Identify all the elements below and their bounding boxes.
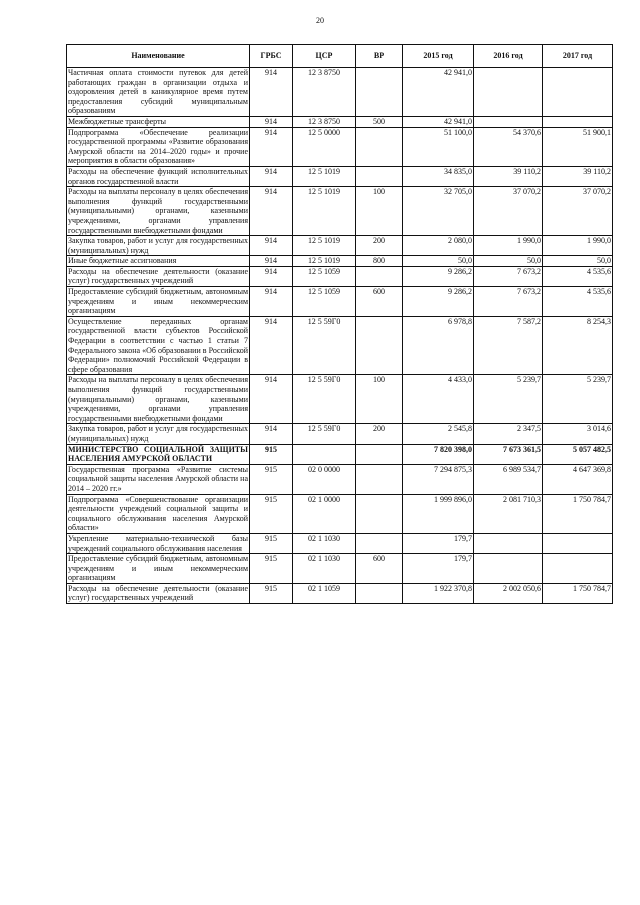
cell-vr — [356, 166, 403, 186]
table-row — [67, 187, 613, 236]
cell-name: Подпрограмма «Совершенствование организации деятельности учреждений социальной защиты и социального обслуживания населения Амурской области» — [68, 494, 248, 533]
cell-grbs: 915 — [250, 583, 293, 603]
cell-grbs: 914 — [250, 127, 293, 166]
cell-2015: 32 705,0 — [403, 187, 474, 236]
cell-grbs: 914 — [250, 187, 293, 236]
cell-2016 — [474, 554, 543, 584]
cell-csr: 02 1 1030 — [293, 533, 356, 553]
cell-vr — [356, 127, 403, 166]
table-row — [67, 554, 613, 584]
header-2015: 2015 год — [403, 45, 474, 68]
cell-grbs: 914 — [250, 316, 293, 375]
table-row — [67, 236, 613, 256]
budget-table — [66, 44, 613, 604]
cell-name: МИНИСТЕРСТВО СОЦИАЛЬНОЙ ЗАЩИТЫ НАСЕЛЕНИЯ АМУРСКОЙ ОБЛАСТИ — [68, 444, 248, 464]
cell-name: Осуществление переданных органам государственной власти субъектов Российской Федерации в соответствии с частью 1 статьи 7 Федерального закона «Об образовании в Российской Федерации» полномочий Российской Федерации в сфере образования — [68, 316, 248, 374]
cell-grbs: 914 — [250, 424, 293, 444]
table-row — [67, 166, 613, 186]
cell-csr — [293, 444, 356, 464]
cell-2016: 39 110,2 — [474, 166, 543, 186]
header-vr: ВР — [356, 45, 403, 68]
cell-name: Расходы на обеспечение функций исполнительных органов государственной власти — [68, 166, 248, 186]
header-2017: 2017 год — [543, 45, 613, 68]
cell-2017: 50,0 — [543, 256, 613, 267]
cell-name: Предоставление субсидий бюджетным, автономным учреждениям и иным некоммерческим организациям — [68, 287, 248, 316]
cell-csr: 02 0 0000 — [293, 464, 356, 494]
cell-2016: 2 347,5 — [474, 424, 543, 444]
table-row — [67, 533, 613, 553]
cell-grbs: 914 — [250, 116, 293, 127]
cell-vr — [356, 464, 403, 494]
cell-csr: 02 1 1059 — [293, 583, 356, 603]
cell-2017: 5 239,7 — [543, 375, 613, 424]
cell-2016: 7 587,2 — [474, 316, 543, 375]
table-row — [67, 316, 613, 375]
cell-name: Расходы на обеспечение деятельности (оказание услуг) государственных учреждений — [68, 583, 248, 603]
cell-grbs: 914 — [250, 68, 293, 117]
cell-name: Межбюджетные трансферты — [67, 116, 250, 127]
cell-2016 — [474, 533, 543, 553]
cell-2017: 8 254,3 — [543, 316, 613, 375]
cell-2017: 4 647 369,8 — [543, 464, 613, 494]
cell-2015: 42 941,0 — [403, 116, 474, 127]
cell-vr: 100 — [356, 375, 403, 424]
cell-2015: 7 294 875,3 — [403, 464, 474, 494]
cell-name: Расходы на выплаты персоналу в целях обеспечения выполнения функций государственными (муниципальными) органами, казенными учреждениями, органами управления государственными внебюджетными фондами — [68, 187, 248, 235]
cell-2017: 4 535,6 — [543, 266, 613, 286]
cell-2015: 179,7 — [403, 533, 474, 553]
cell-2016: 7 673,2 — [474, 266, 543, 286]
cell-2016: 5 239,7 — [474, 375, 543, 424]
cell-vr — [356, 533, 403, 553]
cell-grbs: 915 — [250, 464, 293, 494]
cell-2015: 1 922 370,8 — [403, 583, 474, 603]
cell-2016: 6 989 534,7 — [474, 464, 543, 494]
cell-vr: 800 — [356, 256, 403, 267]
cell-2017: 51 900,1 — [543, 127, 613, 166]
cell-grbs: 914 — [250, 256, 293, 267]
cell-2017: 5 057 482,5 — [543, 444, 613, 464]
header-csr: ЦСР — [293, 45, 356, 68]
table-row — [67, 583, 613, 603]
cell-2015: 179,7 — [403, 554, 474, 584]
cell-name: Укрепление материально-технической базы учреждений социального обслуживания населения — [68, 533, 248, 553]
cell-2016: 7 673 361,5 — [474, 444, 543, 464]
cell-grbs: 914 — [250, 166, 293, 186]
cell-name: Государственная программа «Развитие системы социальной защиты населения Амурской области на 2014 – 2020 гг.» — [68, 464, 248, 493]
cell-vr — [356, 68, 403, 117]
cell-2017: 4 535,6 — [543, 287, 613, 317]
cell-2017: 39 110,2 — [543, 166, 613, 186]
cell-2015: 34 835,0 — [403, 166, 474, 186]
cell-2016: 37 070,2 — [474, 187, 543, 236]
cell-csr: 12 5 1019 — [293, 236, 356, 256]
cell-2016: 50,0 — [474, 256, 543, 267]
cell-2015: 2 080,0 — [403, 236, 474, 256]
cell-vr — [356, 266, 403, 286]
cell-name: Иные бюджетные ассигнования — [67, 256, 250, 267]
cell-csr: 12 5 0000 — [293, 127, 356, 166]
cell-csr: 12 5 59Г0 — [293, 375, 356, 424]
cell-2016 — [474, 116, 543, 127]
table-row — [67, 116, 613, 127]
cell-grbs: 915 — [250, 444, 293, 464]
cell-2017 — [543, 116, 613, 127]
cell-2017 — [543, 554, 613, 584]
cell-vr — [356, 494, 403, 533]
cell-name: Расходы на выплаты персоналу в целях обеспечения выполнения функций государственными (муниципальными) органами, казенными учреждениями, органами управления государственными внебюджетными фондами — [68, 375, 248, 423]
cell-2015: 51 100,0 — [403, 127, 474, 166]
table-row — [67, 464, 613, 494]
cell-vr: 600 — [356, 287, 403, 317]
cell-2016: 2 081 710,3 — [474, 494, 543, 533]
cell-grbs: 915 — [250, 533, 293, 553]
page-number: 20 — [316, 16, 324, 25]
cell-csr: 12 3 8750 — [293, 116, 356, 127]
cell-2015: 50,0 — [403, 256, 474, 267]
table-row — [67, 256, 613, 267]
cell-csr: 12 3 8750 — [293, 68, 356, 117]
cell-vr: 200 — [356, 236, 403, 256]
cell-2017: 1 990,0 — [543, 236, 613, 256]
cell-grbs: 914 — [250, 236, 293, 256]
cell-2016 — [474, 68, 543, 117]
table-body — [67, 68, 613, 604]
header-grbs: ГРБС — [250, 45, 293, 68]
cell-2015: 42 941,0 — [403, 68, 474, 117]
cell-csr: 12 5 1019 — [293, 187, 356, 236]
cell-2016: 54 370,6 — [474, 127, 543, 166]
cell-2017: 37 070,2 — [543, 187, 613, 236]
table-row — [67, 266, 613, 286]
cell-csr: 12 5 1059 — [293, 266, 356, 286]
cell-name: Закупка товаров, работ и услуг для государственных (муниципальных) нужд — [68, 424, 248, 443]
header-2016: 2016 год — [474, 45, 543, 68]
table-row — [67, 68, 613, 117]
cell-2015: 9 286,2 — [403, 287, 474, 317]
cell-2015: 2 545,8 — [403, 424, 474, 444]
cell-2015: 4 433,0 — [403, 375, 474, 424]
cell-vr — [356, 444, 403, 464]
cell-2017 — [543, 68, 613, 117]
cell-2015: 1 999 896,0 — [403, 494, 474, 533]
header-name: Наименование — [67, 45, 250, 68]
cell-grbs: 914 — [250, 287, 293, 317]
cell-csr: 12 5 1019 — [293, 256, 356, 267]
cell-2015: 9 286,2 — [403, 266, 474, 286]
cell-name: Частичная оплата стоимости путевок для детей работающих граждан в организации отдыха и оздоровления детей в каникулярное время путем предоставления субсидий муниципальным образованиям — [68, 68, 248, 116]
cell-2017: 1 750 784,7 — [543, 583, 613, 603]
cell-2016: 1 990,0 — [474, 236, 543, 256]
cell-grbs: 914 — [250, 266, 293, 286]
cell-grbs: 915 — [250, 494, 293, 533]
cell-2017: 1 750 784,7 — [543, 494, 613, 533]
cell-vr: 200 — [356, 424, 403, 444]
cell-name: Подпрограмма «Обеспечение реализации государственной программы «Развитие образования Амурской области на 2014–2020 годы» и прочие мероприятия в области образования» — [68, 127, 248, 166]
cell-vr: 500 — [356, 116, 403, 127]
cell-2016: 7 673,2 — [474, 287, 543, 317]
cell-csr: 02 1 1030 — [293, 554, 356, 584]
cell-vr — [356, 316, 403, 375]
cell-csr: 12 5 59Г0 — [293, 316, 356, 375]
cell-name: Закупка товаров, работ и услуг для государственных (муниципальных) нужд — [68, 236, 248, 255]
table-row — [67, 444, 613, 464]
table-row — [67, 424, 613, 444]
cell-name: Предоставление субсидий бюджетным, автономным учреждениям и иным некоммерческим организациям — [68, 554, 248, 583]
table-row — [67, 494, 613, 533]
cell-2015: 6 978,8 — [403, 316, 474, 375]
cell-2015: 7 820 398,0 — [403, 444, 474, 464]
cell-vr — [356, 583, 403, 603]
cell-csr: 12 5 1019 — [293, 166, 356, 186]
table-row — [67, 287, 613, 317]
cell-2017: 3 014,6 — [543, 424, 613, 444]
header-row — [67, 45, 613, 68]
cell-grbs: 914 — [250, 375, 293, 424]
table-row — [67, 375, 613, 424]
cell-csr: 12 5 59Г0 — [293, 424, 356, 444]
cell-csr: 12 5 1059 — [293, 287, 356, 317]
table-row — [67, 127, 613, 166]
cell-vr: 600 — [356, 554, 403, 584]
cell-2017 — [543, 533, 613, 553]
cell-2016: 2 002 050,6 — [474, 583, 543, 603]
cell-vr: 100 — [356, 187, 403, 236]
cell-grbs: 915 — [250, 554, 293, 584]
cell-csr: 02 1 0000 — [293, 494, 356, 533]
cell-name: Расходы на обеспечение деятельности (оказание услуг) государственных учреждений — [68, 266, 248, 286]
